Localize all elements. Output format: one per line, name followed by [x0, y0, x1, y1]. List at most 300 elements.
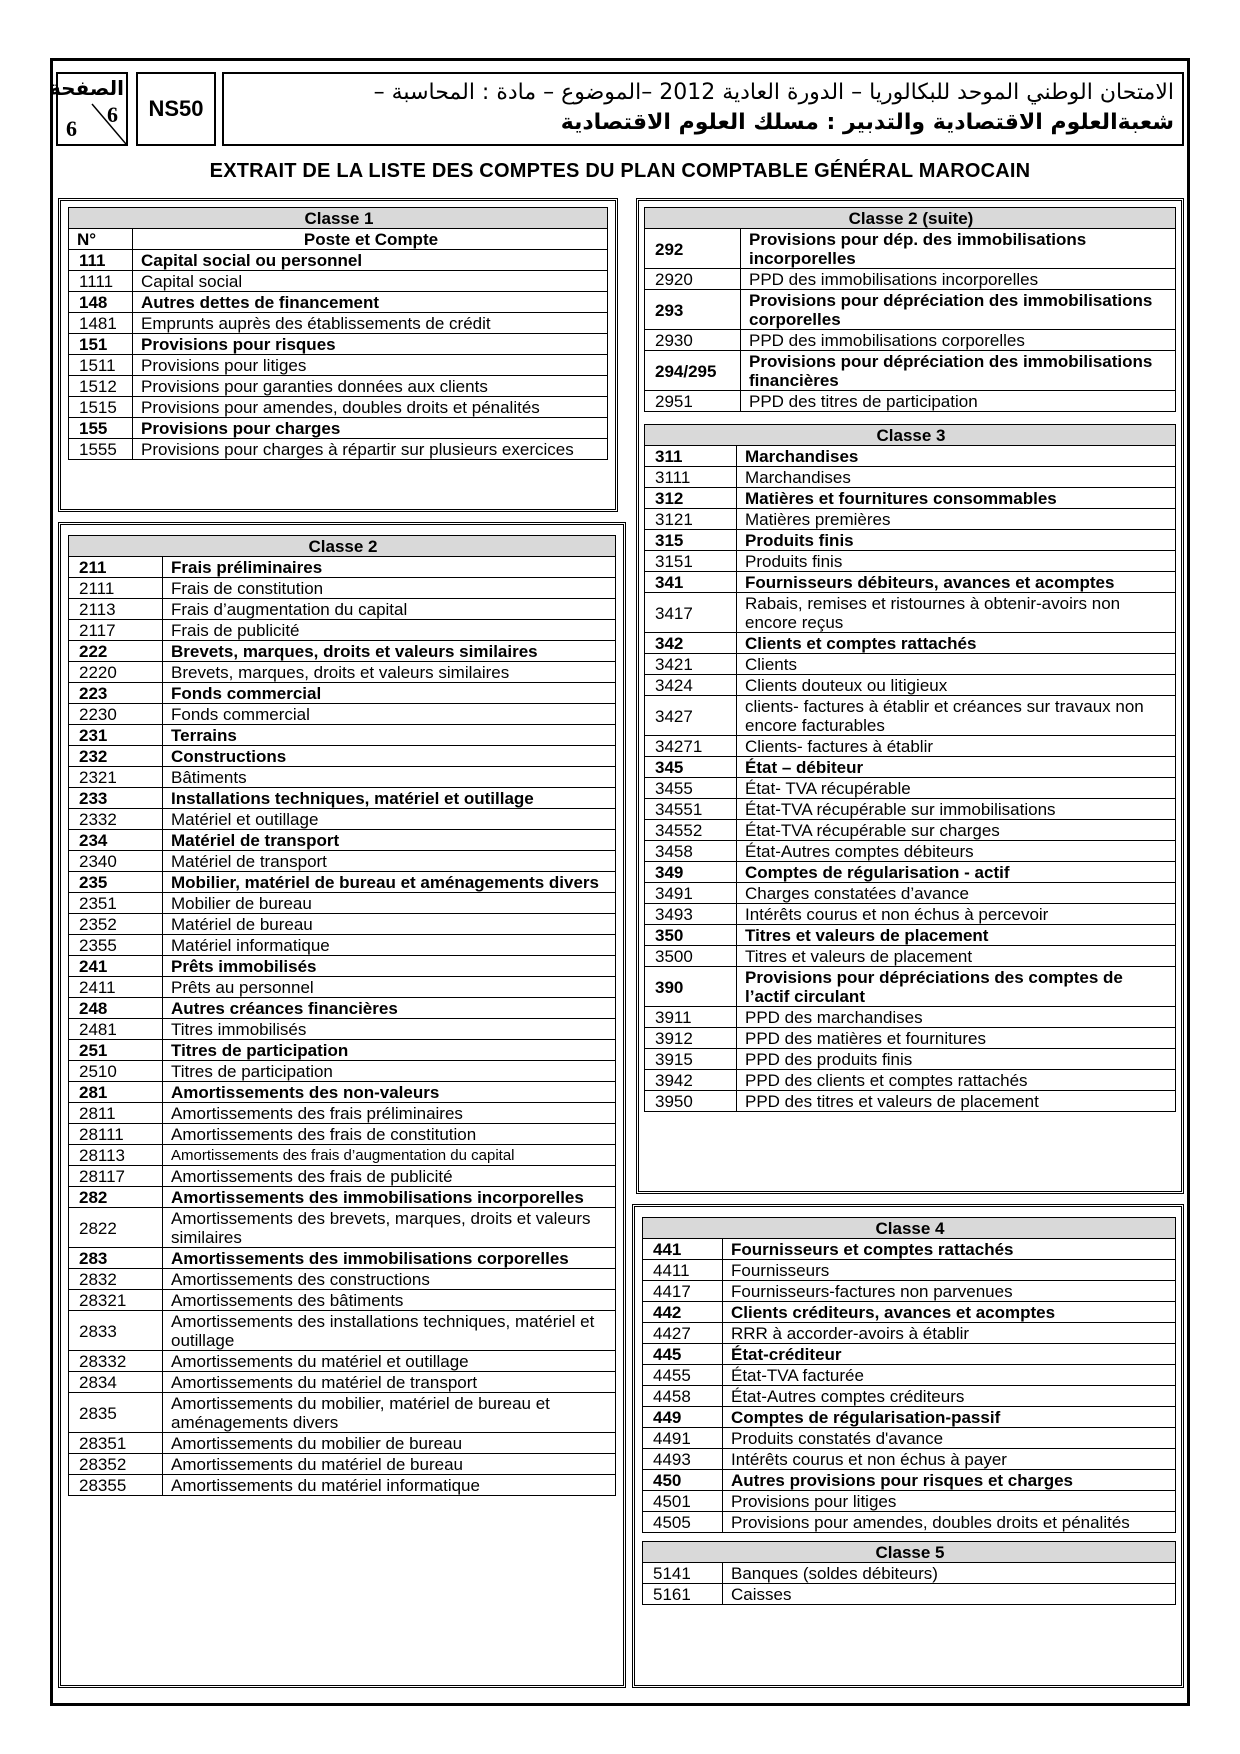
account-label: Capital social ou personnel [133, 250, 608, 271]
account-row [69, 1082, 616, 1103]
account-label: PPD des produits finis [737, 1049, 1176, 1070]
account-number: 4505 [643, 1512, 723, 1533]
account-row [69, 599, 616, 620]
account-label: Provisions pour dépréciation des immobilisations financières [741, 351, 1176, 391]
account-row [69, 998, 616, 1019]
account-number: 450 [643, 1470, 723, 1491]
page-number-box [48, 72, 128, 146]
account-row [69, 914, 616, 935]
account-row [69, 662, 616, 683]
account-row [69, 1166, 616, 1187]
account-number: 3500 [645, 946, 737, 967]
account-row [69, 313, 608, 334]
account-label: Provisions pour litiges [133, 355, 608, 376]
account-number: 349 [645, 862, 737, 883]
account-number: 3458 [645, 841, 737, 862]
account-row [69, 935, 616, 956]
classe2-table [68, 535, 616, 1496]
account-number: 232 [69, 746, 163, 767]
account-number: 28355 [69, 1475, 163, 1496]
exam-code: NS50 [136, 72, 216, 146]
account-number: 28332 [69, 1351, 163, 1372]
account-row [69, 767, 616, 788]
account-label: Produits finis [737, 530, 1176, 551]
account-label: Clients créditeurs, avances et acomptes [723, 1302, 1176, 1323]
account-row [69, 1103, 616, 1124]
classe4-classe5-panel [632, 1204, 1184, 1688]
account-row [643, 1428, 1176, 1449]
account-label: Amortissements des frais préliminaires [163, 1103, 616, 1124]
account-number: 233 [69, 788, 163, 809]
account-number: 151 [69, 334, 133, 355]
account-number: 248 [69, 998, 163, 1019]
account-label: Titres immobilisés [163, 1019, 616, 1040]
account-label: Titres et valeurs de placement [737, 946, 1176, 967]
account-number: 2920 [645, 269, 741, 290]
account-label: Provisions pour risques [133, 334, 608, 355]
account-row [645, 446, 1176, 467]
account-number: 3912 [645, 1028, 737, 1049]
account-number: 2355 [69, 935, 163, 956]
account-label: Amortissements des frais d’augmentation du capital [163, 1145, 616, 1166]
account-number: 3950 [645, 1091, 737, 1112]
account-label: Titres et valeurs de placement [737, 925, 1176, 946]
account-row [645, 509, 1176, 530]
account-label: État-TVA récupérable sur charges [737, 820, 1176, 841]
account-number: 449 [643, 1407, 723, 1428]
account-row [643, 1323, 1176, 1344]
account-label: Brevets, marques, droits et valeurs similaires [163, 641, 616, 662]
account-label: Fournisseurs débiteurs, avances et acomptes [737, 572, 1176, 593]
account-row [69, 830, 616, 851]
account-row [643, 1491, 1176, 1512]
account-label: Amortissements des immobilisations incorporelles [163, 1187, 616, 1208]
classe5-title: Classe 5 [643, 1542, 1176, 1563]
account-row [645, 799, 1176, 820]
account-row [645, 967, 1176, 1007]
account-row [645, 736, 1176, 757]
account-number: 28111 [69, 1124, 163, 1145]
account-row [69, 641, 616, 662]
account-label: État-Autres comptes débiteurs [737, 841, 1176, 862]
account-number: 342 [645, 633, 737, 654]
classe1-title: Classe 1 [69, 208, 608, 229]
account-number: 441 [643, 1239, 723, 1260]
account-number: 2340 [69, 851, 163, 872]
account-label: Matériel de transport [163, 851, 616, 872]
account-row [643, 1281, 1176, 1302]
account-number: 345 [645, 757, 737, 778]
account-row [645, 925, 1176, 946]
account-number: 3421 [645, 654, 737, 675]
account-label: Mobilier, matériel de bureau et aménagements divers [163, 872, 616, 893]
account-number: 3455 [645, 778, 737, 799]
account-row [645, 820, 1176, 841]
account-row [69, 1187, 616, 1208]
account-number: 2220 [69, 662, 163, 683]
account-number: 293 [645, 290, 741, 330]
account-number: 3417 [645, 593, 737, 633]
account-label: Amortissements des frais de constitution [163, 1124, 616, 1145]
account-row [69, 578, 616, 599]
classe4-table [642, 1217, 1176, 1533]
account-number: 4417 [643, 1281, 723, 1302]
account-label: Amortissements des non-valeurs [163, 1082, 616, 1103]
account-label: Fournisseurs-factures non parvenues [723, 1281, 1176, 1302]
account-number: 4491 [643, 1428, 723, 1449]
account-row [69, 334, 608, 355]
account-row [645, 1091, 1176, 1112]
account-row [69, 397, 608, 418]
account-number: 3427 [645, 696, 737, 736]
account-row [69, 250, 608, 271]
account-row [69, 376, 608, 397]
account-label: Autres dettes de financement [133, 292, 608, 313]
account-label: RRR à accorder-avoirs à établir [723, 1323, 1176, 1344]
account-number: 34552 [645, 820, 737, 841]
account-number: 282 [69, 1187, 163, 1208]
account-row [69, 292, 608, 313]
account-label: Banques (soldes débiteurs) [723, 1563, 1176, 1584]
account-number: 1111 [69, 271, 133, 292]
account-number: 2332 [69, 809, 163, 830]
account-label: Marchandises [737, 467, 1176, 488]
account-label: PPD des marchandises [737, 1007, 1176, 1028]
account-row [69, 620, 616, 641]
account-row [645, 488, 1176, 509]
classe4-title: Classe 4 [643, 1218, 1176, 1239]
account-number: 3915 [645, 1049, 737, 1070]
account-row [645, 757, 1176, 778]
account-number: 2510 [69, 1061, 163, 1082]
account-number: 2833 [69, 1311, 163, 1351]
account-row [69, 1351, 616, 1372]
account-number: 231 [69, 725, 163, 746]
account-label: Frais de publicité [163, 620, 616, 641]
account-number: 234 [69, 830, 163, 851]
account-row [643, 1239, 1176, 1260]
account-label: PPD des immobilisations incorporelles [741, 269, 1176, 290]
account-number: 2822 [69, 1208, 163, 1248]
account-row [69, 1475, 616, 1496]
account-row [645, 1007, 1176, 1028]
account-number: 2321 [69, 767, 163, 788]
account-row [69, 1393, 616, 1433]
account-number: 1515 [69, 397, 133, 418]
account-label: Titres de participation [163, 1040, 616, 1061]
account-row [645, 654, 1176, 675]
account-number: 292 [645, 229, 741, 269]
account-label: Provisions pour charges à répartir sur plusieurs exercices [133, 439, 608, 460]
account-number: 251 [69, 1040, 163, 1061]
account-row [69, 872, 616, 893]
account-row [69, 809, 616, 830]
account-label: Fonds commercial [163, 683, 616, 704]
account-row [69, 1311, 616, 1351]
account-number: 2481 [69, 1019, 163, 1040]
classe2-panel [58, 522, 626, 1688]
account-row [69, 956, 616, 977]
classe3-title: Classe 3 [645, 425, 1176, 446]
account-number: 2951 [645, 391, 741, 412]
account-number: 148 [69, 292, 133, 313]
account-label: Amortissements du matériel informatique [163, 1475, 616, 1496]
account-number: 3151 [645, 551, 737, 572]
account-row [69, 1040, 616, 1061]
account-label: État-TVA récupérable sur immobilisations [737, 799, 1176, 820]
account-number: 3493 [645, 904, 737, 925]
account-label: Provisions pour charges [133, 418, 608, 439]
account-number: 222 [69, 641, 163, 662]
account-row [69, 355, 608, 376]
account-label: Provisions pour garanties données aux clients [133, 376, 608, 397]
account-label: État-Autres comptes créditeurs [723, 1386, 1176, 1407]
account-number: 28352 [69, 1454, 163, 1475]
account-row [643, 1584, 1176, 1605]
account-row [69, 725, 616, 746]
account-row [643, 1407, 1176, 1428]
account-row [645, 696, 1176, 736]
account-label: Frais préliminaires [163, 557, 616, 578]
account-label: Comptes de régularisation-passif [723, 1407, 1176, 1428]
account-label: Produits finis [737, 551, 1176, 572]
account-label: Marchandises [737, 446, 1176, 467]
account-label: PPD des matières et fournitures [737, 1028, 1176, 1049]
account-label: Provisions pour dépréciations des comptes de l’actif circulant [737, 967, 1176, 1007]
account-row [643, 1302, 1176, 1323]
classe1-panel [58, 198, 618, 512]
classe3-table [644, 424, 1176, 1112]
account-row [645, 269, 1176, 290]
account-number: 283 [69, 1248, 163, 1269]
account-row [69, 271, 608, 292]
account-number: 4501 [643, 1491, 723, 1512]
account-label: Matériel informatique [163, 935, 616, 956]
account-label: Clients et comptes rattachés [737, 633, 1176, 654]
account-row [645, 883, 1176, 904]
classe2-title: Classe 2 [69, 536, 616, 557]
account-label: État-TVA facturée [723, 1365, 1176, 1386]
account-number: 28117 [69, 1166, 163, 1187]
account-row [645, 229, 1176, 269]
account-number: 241 [69, 956, 163, 977]
account-label: Caisses [723, 1584, 1176, 1605]
account-row [69, 893, 616, 914]
col-num-header: N° [69, 229, 133, 250]
account-number: 2113 [69, 599, 163, 620]
account-label: Charges constatées d’avance [737, 883, 1176, 904]
account-label: Fournisseurs et comptes rattachés [723, 1239, 1176, 1260]
account-label: PPD des titres de participation [741, 391, 1176, 412]
account-row [645, 1049, 1176, 1070]
account-number: 442 [643, 1302, 723, 1323]
account-number: 3491 [645, 883, 737, 904]
account-row [69, 1269, 616, 1290]
account-label: État – débiteur [737, 757, 1176, 778]
account-row [645, 572, 1176, 593]
account-row [69, 1145, 616, 1166]
account-number: 211 [69, 557, 163, 578]
account-row [69, 788, 616, 809]
account-label: Clients- factures à établir [737, 736, 1176, 757]
classe2suite-title: Classe 2 (suite) [645, 208, 1176, 229]
account-row [69, 439, 608, 460]
page-number: 6 [107, 102, 118, 127]
account-row [645, 841, 1176, 862]
account-row [69, 1061, 616, 1082]
account-number: 3942 [645, 1070, 737, 1091]
account-label: Amortissements du mobilier de bureau [163, 1433, 616, 1454]
account-row [69, 1019, 616, 1040]
account-number: 312 [645, 488, 737, 509]
account-label: Fournisseurs [723, 1260, 1176, 1281]
account-label: Titres de participation [163, 1061, 616, 1082]
account-label: PPD des immobilisations corporelles [741, 330, 1176, 351]
account-row [69, 418, 608, 439]
account-row [69, 1124, 616, 1145]
account-row [69, 704, 616, 725]
account-label: Clients douteux ou litigieux [737, 675, 1176, 696]
account-row [645, 1028, 1176, 1049]
account-label: Capital social [133, 271, 608, 292]
account-number: 34271 [645, 736, 737, 757]
account-row [643, 1563, 1176, 1584]
page-total: 6 [66, 116, 77, 141]
account-row [69, 1372, 616, 1393]
account-label: Amortissements du matériel et outillage [163, 1351, 616, 1372]
account-row [645, 675, 1176, 696]
account-number: 390 [645, 967, 737, 1007]
account-row [69, 851, 616, 872]
account-row [645, 551, 1176, 572]
account-row [645, 1070, 1176, 1091]
account-label: Matières premières [737, 509, 1176, 530]
account-label: Prêts au personnel [163, 977, 616, 998]
account-label: Rabais, remises et ristournes à obtenir-avoirs non encore reçus [737, 593, 1176, 633]
account-label: Amortissements des bâtiments [163, 1290, 616, 1311]
account-row [645, 290, 1176, 330]
account-row [645, 862, 1176, 883]
account-number: 5141 [643, 1563, 723, 1584]
account-label: Amortissements des brevets, marques, droits et valeurs similaires [163, 1208, 616, 1248]
account-number: 315 [645, 530, 737, 551]
account-label: Installations techniques, matériel et outillage [163, 788, 616, 809]
account-row [643, 1512, 1176, 1533]
account-number: 3121 [645, 509, 737, 530]
account-number: 155 [69, 418, 133, 439]
account-label: Autres provisions pour risques et charges [723, 1470, 1176, 1491]
classe5-table [642, 1541, 1176, 1605]
account-row [643, 1260, 1176, 1281]
account-label: Provisions pour amendes, doubles droits et pénalités [133, 397, 608, 418]
account-label: Amortissements des installations techniques, matériel et outillage [163, 1311, 616, 1351]
account-label: Provisions pour dép. des immobilisations incorporelles [741, 229, 1176, 269]
account-label: Frais de constitution [163, 578, 616, 599]
account-number: 2930 [645, 330, 741, 351]
classe2suite-table [644, 207, 1176, 412]
account-row [645, 904, 1176, 925]
account-label: Mobilier de bureau [163, 893, 616, 914]
account-row [69, 557, 616, 578]
account-row [645, 593, 1176, 633]
account-label: Amortissements des immobilisations corporelles [163, 1248, 616, 1269]
account-row [69, 1290, 616, 1311]
account-number: 4493 [643, 1449, 723, 1470]
account-row [69, 1208, 616, 1248]
account-number: 4427 [643, 1323, 723, 1344]
account-number: 350 [645, 925, 737, 946]
account-number: 4458 [643, 1386, 723, 1407]
account-row [69, 746, 616, 767]
account-number: 235 [69, 872, 163, 893]
account-number: 28321 [69, 1290, 163, 1311]
account-number: 2111 [69, 578, 163, 599]
account-label: Matériel de transport [163, 830, 616, 851]
account-number: 2832 [69, 1269, 163, 1290]
account-number: 2811 [69, 1103, 163, 1124]
account-label: Intérêts courus et non échus à percevoir [737, 904, 1176, 925]
account-number: 1481 [69, 313, 133, 334]
page-label: الصفحة [48, 76, 124, 100]
account-number: 1512 [69, 376, 133, 397]
account-row [643, 1449, 1176, 1470]
account-label: Amortissements du matériel de bureau [163, 1454, 616, 1475]
account-label: Brevets, marques, droits et valeurs similaires [163, 662, 616, 683]
exam-header-line2: شعبةالعلوم الاقتصادية والتدبير : مسلك العلوم الاقتصادية [560, 110, 1174, 135]
account-row [69, 683, 616, 704]
account-number: 223 [69, 683, 163, 704]
account-label: Terrains [163, 725, 616, 746]
account-label: Bâtiments [163, 767, 616, 788]
account-row [643, 1386, 1176, 1407]
col-label-header: Poste et Compte [133, 229, 608, 250]
account-label: Intérêts courus et non échus à payer [723, 1449, 1176, 1470]
account-row [69, 977, 616, 998]
account-number: 341 [645, 572, 737, 593]
classe1-table [68, 207, 608, 460]
account-label: Prêts immobilisés [163, 956, 616, 977]
account-label: Produits constatés d'avance [723, 1428, 1176, 1449]
account-number: 3911 [645, 1007, 737, 1028]
exam-header [222, 72, 1184, 146]
account-row [645, 391, 1176, 412]
account-number: 3424 [645, 675, 737, 696]
account-label: État-créditeur [723, 1344, 1176, 1365]
account-row [69, 1433, 616, 1454]
account-row [645, 330, 1176, 351]
account-number: 3111 [645, 467, 737, 488]
account-number: 294/295 [645, 351, 741, 391]
account-label: Fonds commercial [163, 704, 616, 725]
page-title: EXTRAIT DE LA LISTE DES COMPTES DU PLAN COMPTABLE GÉNÉRAL MAROCAIN [209, 160, 1031, 182]
account-label: Amortissements du matériel de transport [163, 1372, 616, 1393]
account-label: Autres créances financières [163, 998, 616, 1019]
account-label: Amortissements du mobilier, matériel de bureau et aménagements divers [163, 1393, 616, 1433]
account-label: Provisions pour dépréciation des immobilisations corporelles [741, 290, 1176, 330]
account-row [643, 1365, 1176, 1386]
account-row [69, 1248, 616, 1269]
account-label: Provisions pour amendes, doubles droits et pénalités [723, 1512, 1176, 1533]
account-number: 2352 [69, 914, 163, 935]
account-row [643, 1470, 1176, 1491]
account-label: clients- factures à établir et créances sur travaux non encore facturables [737, 696, 1176, 736]
account-number: 2351 [69, 893, 163, 914]
account-label: Clients [737, 654, 1176, 675]
account-number: 2834 [69, 1372, 163, 1393]
account-number: 445 [643, 1344, 723, 1365]
account-number: 311 [645, 446, 737, 467]
account-label: Provisions pour litiges [723, 1491, 1176, 1512]
